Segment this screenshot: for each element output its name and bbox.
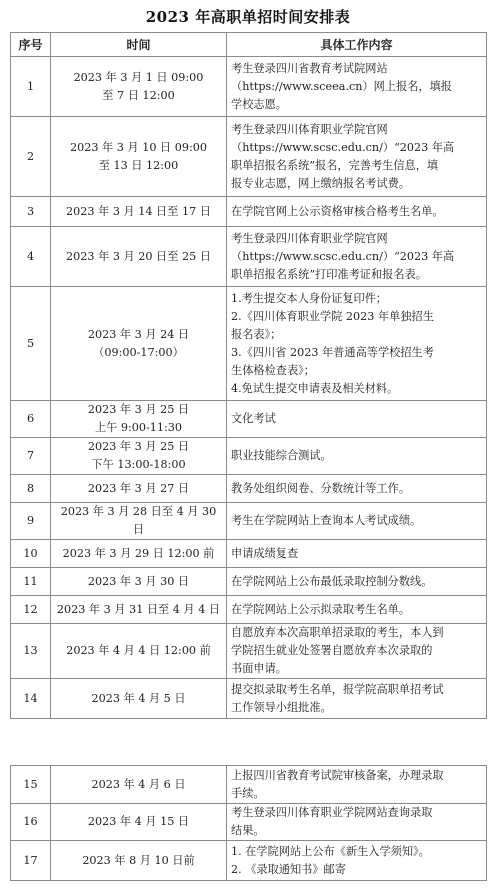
row-content (227, 438, 487, 475)
row-content-line: 在学院网站上公示拟录取考生名单。 (231, 602, 411, 616)
row-time (51, 475, 227, 503)
row-time-line: 2023 年 3 月 30 日 (87, 574, 190, 588)
row-seq: 16 (11, 804, 51, 841)
schedule-table-part-1 (10, 32, 487, 719)
row-time (51, 679, 227, 719)
row-time-line: 2023 年 4 月 5 日 (91, 691, 186, 705)
row-content-line: 4.免试生提交申请表及相关材料。 (231, 381, 399, 395)
row-content-line: 书面申请。 (231, 662, 287, 675)
row-content-line: 职业技能综合测试。 (231, 449, 332, 462)
row-time-line: 2023 年 3 月 25 日 (87, 403, 190, 416)
row-time-line: 至 13 日 12:00 (98, 158, 179, 172)
table-row (11, 197, 487, 227)
row-content-line: 学院招生就业处签署自愿放弃本次录取的 (231, 644, 433, 657)
row-time-line: 2023 年 3 月 10 日 09:00 (70, 140, 207, 154)
row-content-line: 考生登录四川体育职业学院网站查询录取 (231, 806, 433, 819)
row-seq: 6 (11, 401, 51, 438)
row-content-line: 教务处组织阅卷、分数统计等工作。 (231, 481, 411, 495)
row-time-line: 至 7 日 12:00 (102, 88, 175, 102)
row-content-line: 2.《四川体育职业学院 2023 年单独招生 (231, 309, 434, 323)
table-row (11, 287, 487, 401)
row-time (51, 287, 227, 401)
row-content (227, 596, 487, 624)
schedule-table-part-2 (10, 765, 487, 881)
row-time-line: 2023 年 8 月 10 日前 (82, 853, 195, 867)
row-content-line: （https://www.scsc.edu.cn/）“2023 年高 (231, 140, 455, 154)
row-content (227, 568, 487, 596)
row-content-line: 在学院官网上公示资格审核合格考生名单。 (231, 204, 444, 218)
row-time-line: 2023 年 3 月 29 日 12:00 前 (62, 546, 215, 560)
row-content-line: 职单招报名系统”打印准考证和报名表。 (231, 267, 427, 281)
header-time: 时间 (51, 33, 227, 57)
table-row (11, 766, 487, 804)
row-time-line: 2023 年 3 月 27 日 (87, 481, 190, 495)
row-time-line: 2023 年 3 月 28 日至 4 月 30 日 (60, 505, 217, 536)
row-content-line: 自愿放弃本次高职单招录取的考生，本人到 (231, 626, 444, 639)
row-time (51, 766, 227, 804)
row-time-line: 2023 年 3 月 31 日至 4 月 4 日 (56, 602, 221, 616)
row-content (227, 540, 487, 568)
row-content-line: 考生登录四川体育职业学院官网 (231, 122, 388, 136)
row-time-line: 2023 年 3 月 25 日 (87, 440, 190, 453)
table-row (11, 596, 487, 624)
row-content-line: 学校志愿。 (231, 97, 287, 111)
row-seq: 15 (11, 766, 51, 804)
table-row (11, 227, 487, 287)
row-content-line: 结果。 (231, 824, 265, 837)
row-seq: 1 (11, 57, 51, 117)
row-time (51, 117, 227, 197)
row-content-line: 1. 在学院网站上公布《新生入学须知》。 (231, 844, 430, 858)
row-content (227, 624, 487, 679)
header-content: 具体工作内容 (227, 33, 487, 57)
table-row (11, 475, 487, 503)
row-time (51, 57, 227, 117)
row-seq: 13 (11, 624, 51, 679)
table-row (11, 438, 487, 475)
row-seq: 3 (11, 197, 51, 227)
row-seq: 8 (11, 475, 51, 503)
row-content-line: 手续。 (231, 786, 265, 800)
row-time-line: 2023 年 3 月 24 日 (87, 327, 190, 341)
row-content-line: 考生在学院网站上查询本人考试成绩。 (231, 514, 422, 527)
row-content-line: 文化考试 (231, 412, 276, 425)
row-content (227, 57, 487, 117)
row-seq: 5 (11, 287, 51, 401)
row-content-line: 提交拟录取考生名单，报学院高职单招考试 (231, 682, 444, 696)
row-seq: 7 (11, 438, 51, 475)
row-time (51, 841, 227, 881)
page-title: 2023 年高职单招时间安排表 (145, 8, 351, 26)
row-content-line: 2. 《录取通知书》邮寄 (231, 862, 346, 876)
table-row (11, 540, 487, 568)
row-content-line: 生体格检查表》； (231, 363, 315, 377)
table-row (11, 401, 487, 438)
table-row (11, 57, 487, 117)
row-time (51, 624, 227, 679)
row-time (51, 503, 227, 540)
row-content-line: 1.考生提交本人身份证复印件； (231, 291, 388, 305)
table-row (11, 841, 487, 881)
row-content (227, 503, 487, 540)
row-content-line: 报名表》； (231, 327, 282, 341)
row-time (51, 804, 227, 841)
row-time-line: （09:00-17:00） (93, 345, 184, 359)
row-content-line: 上报四川省教育考试院审核备案，办理录取 (231, 768, 444, 782)
row-time-line: 下午 13:00-18:00 (91, 458, 186, 471)
row-time (51, 197, 227, 227)
table-row (11, 568, 487, 596)
row-time (51, 540, 227, 568)
row-content (227, 679, 487, 719)
row-content (227, 475, 487, 503)
row-content (227, 804, 487, 841)
row-content (227, 117, 487, 197)
row-content (227, 401, 487, 438)
row-content-line: 报专业志愿，网上缴纳报名考试费。 (231, 176, 411, 190)
table-row (11, 679, 487, 719)
table-row (11, 624, 487, 679)
row-content (227, 227, 487, 287)
row-seq: 2 (11, 117, 51, 197)
row-content-line: （https://www.sceea.cn）网上报名，填报 (231, 79, 452, 93)
row-time (51, 227, 227, 287)
row-content (227, 197, 487, 227)
row-time-line: 2023 年 4 月 15 日 (87, 815, 190, 828)
row-content-line: 考生登录四川省教育考试院网站 (231, 61, 388, 75)
row-seq: 10 (11, 540, 51, 568)
table-row (11, 117, 487, 197)
row-content-line: 申请成绩复查 (231, 546, 299, 560)
row-content-line: 工作领导小组批准。 (231, 700, 332, 714)
row-time-line: 上午 9:00-11:30 (94, 421, 183, 434)
table-row (11, 804, 487, 841)
table-row (11, 503, 487, 540)
row-content (227, 287, 487, 401)
row-time (51, 596, 227, 624)
header-seq: 序号 (11, 33, 51, 57)
row-time (51, 568, 227, 596)
row-content-line: （https://www.scsc.edu.cn/）“2023 年高 (231, 249, 455, 263)
row-seq: 4 (11, 227, 51, 287)
row-time (51, 401, 227, 438)
row-content-line: 在学院网站上公布最低录取控制分数线。 (231, 574, 433, 588)
row-seq: 12 (11, 596, 51, 624)
row-seq: 11 (11, 568, 51, 596)
row-seq: 14 (11, 679, 51, 719)
row-content (227, 766, 487, 804)
row-content-line: 职单招报名系统”报名，完善考生信息，填 (231, 158, 439, 172)
table-header-row (11, 33, 487, 57)
row-time-line: 2023 年 3 月 20 日至 25 日 (66, 249, 211, 263)
row-time-line: 2023 年 4 月 6 日 (91, 777, 186, 791)
row-seq: 9 (11, 503, 51, 540)
row-content-line: 3.《四川省 2023 年普通高等学校招生考 (231, 345, 434, 359)
row-time-line: 2023 年 3 月 1 日 09:00 (73, 70, 204, 84)
row-content (227, 841, 487, 881)
row-seq: 17 (11, 841, 51, 881)
row-time-line: 2023 年 3 月 14 日至 17 日 (66, 204, 211, 218)
row-content-line: 考生登录四川体育职业学院官网 (231, 231, 388, 245)
row-time (51, 438, 227, 475)
row-time-line: 2023 年 4 月 4 日 12:00 前 (66, 644, 211, 657)
